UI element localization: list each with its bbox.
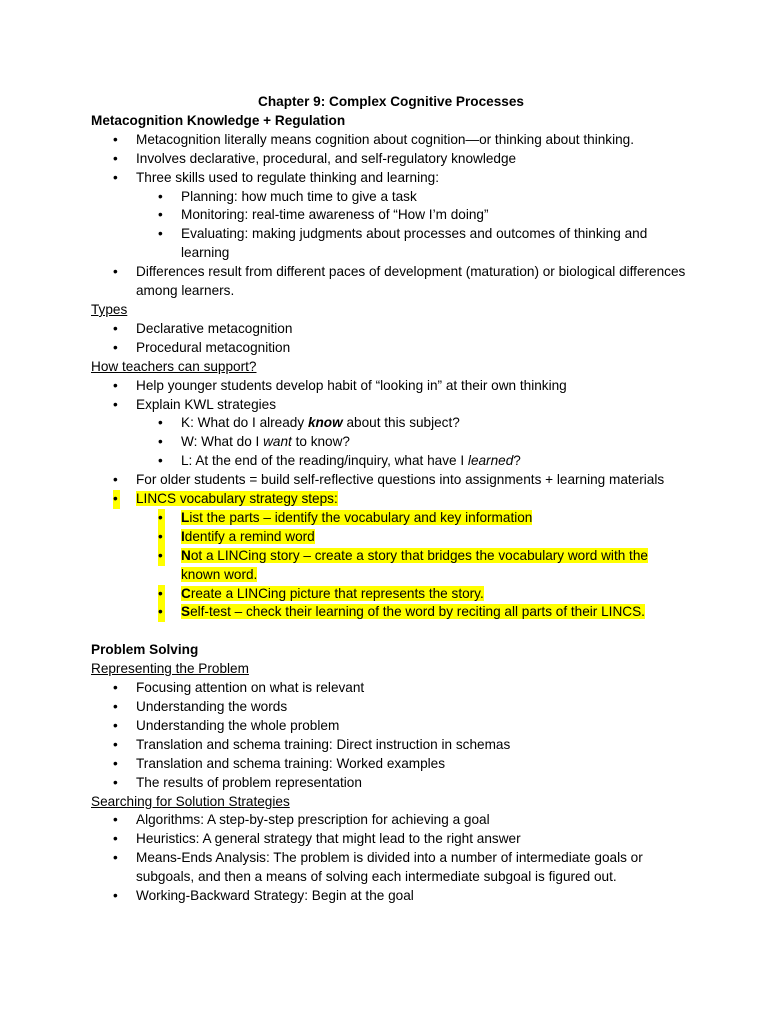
lincs-text-c: reate a LINCing picture that represents the story. bbox=[190, 585, 484, 601]
list-item-text: Algorithms: A step-by-step prescription for achieving a goal bbox=[136, 812, 490, 828]
list-item bbox=[91, 849, 691, 887]
section-heading-representing: Representing the Problem bbox=[91, 661, 249, 677]
sub-list-item-lincs-n bbox=[91, 547, 691, 585]
bullet-icon: • bbox=[113, 169, 118, 185]
bullet-icon: • bbox=[113, 736, 118, 752]
sub-list-item-lincs-l bbox=[91, 509, 691, 528]
kwl-l-prefix: L: At the end of the reading/inquiry, what have I bbox=[181, 453, 468, 469]
types-list bbox=[91, 320, 691, 358]
bullet-icon: • bbox=[158, 453, 163, 469]
sub-list-item bbox=[91, 206, 691, 225]
lincs-letter-i: I bbox=[181, 528, 185, 544]
support-list bbox=[91, 377, 691, 623]
list-item bbox=[91, 131, 691, 150]
sub-list-item-lincs-i bbox=[91, 528, 691, 547]
bullet-icon: • bbox=[113, 717, 118, 733]
bullet-icon: • bbox=[113, 888, 118, 904]
lincs-text-n: ot a LINCing story – create a story that bridges the vocabulary word with the known word. bbox=[181, 547, 648, 582]
bullet-icon: • bbox=[158, 415, 163, 431]
list-item-text: Planning: how much time to give a task bbox=[181, 188, 417, 204]
bullet-icon: • bbox=[113, 150, 118, 166]
lincs-letter-n: N bbox=[181, 547, 191, 563]
bullet-icon: • bbox=[113, 698, 118, 714]
bullet-icon: • bbox=[113, 339, 118, 355]
blank-line bbox=[91, 622, 691, 641]
sub-list-item-lincs-c bbox=[91, 585, 691, 604]
representing-list bbox=[91, 679, 691, 792]
list-item bbox=[91, 736, 691, 755]
sub-list-item-kwl-k bbox=[91, 414, 691, 433]
bullet-icon: • bbox=[113, 812, 118, 828]
bullet-icon: • bbox=[113, 396, 118, 412]
list-item bbox=[91, 339, 691, 358]
kwl-l-suffix: ? bbox=[513, 453, 521, 469]
list-item bbox=[91, 471, 691, 490]
document-title: Chapter 9: Complex Cognitive Processes bbox=[258, 94, 524, 109]
list-item bbox=[91, 263, 691, 301]
lincs-text-s: elf-test – check their learning of the word by reciting all parts of their LINCS. bbox=[190, 604, 645, 620]
searching-list bbox=[91, 811, 691, 906]
bullet-icon: • bbox=[113, 755, 118, 771]
list-item bbox=[91, 169, 691, 188]
bullet-icon: • bbox=[113, 680, 118, 696]
kwl-w-prefix: W: What do I bbox=[181, 434, 264, 450]
bullet-icon: • bbox=[158, 528, 165, 547]
kwl-k-emphasis: know bbox=[307, 415, 343, 431]
kwl-k-prefix: K: What do I already bbox=[181, 415, 308, 431]
list-item-text: Monitoring: real-time awareness of “How I’m doing” bbox=[181, 207, 489, 223]
list-item bbox=[91, 698, 691, 717]
document-body bbox=[91, 93, 691, 906]
bullet-icon: • bbox=[158, 434, 163, 450]
list-item bbox=[91, 377, 691, 396]
bullet-icon: • bbox=[113, 850, 118, 866]
list-item-text: Evaluating: making judgments about processes and outcomes of thinking and learning bbox=[181, 226, 648, 261]
sub-list-item bbox=[91, 225, 691, 263]
list-item-text: Understanding the whole problem bbox=[136, 717, 340, 733]
bullet-icon: • bbox=[158, 207, 163, 223]
sub-list-item-kwl-w bbox=[91, 433, 691, 452]
list-item-text: Three skills used to regulate thinking and learning: bbox=[136, 169, 440, 185]
bullet-icon: • bbox=[158, 603, 165, 622]
bullet-icon: • bbox=[158, 585, 165, 604]
highlighted-text: LINCS vocabulary strategy steps: bbox=[136, 491, 338, 507]
list-item bbox=[91, 755, 691, 774]
bullet-icon: • bbox=[113, 377, 118, 393]
bullet-icon: • bbox=[113, 320, 118, 336]
bullet-icon: • bbox=[158, 226, 163, 242]
list-item-text: Procedural metacognition bbox=[136, 339, 291, 355]
list-item-text: Heuristics: A general strategy that might lead to the right answer bbox=[136, 831, 521, 847]
bullet-icon: • bbox=[113, 774, 118, 790]
bullet-icon: • bbox=[113, 490, 120, 509]
list-item bbox=[91, 717, 691, 736]
list-item-text: Focusing attention on what is relevant bbox=[136, 680, 365, 696]
kwl-w-emphasis: want bbox=[263, 434, 292, 450]
lincs-letter-l: L bbox=[181, 509, 190, 525]
lincs-text-i: dentify a remind word bbox=[184, 528, 315, 544]
list-item-text: Declarative metacognition bbox=[136, 320, 293, 336]
bullet-icon: • bbox=[158, 547, 165, 566]
list-item bbox=[91, 320, 691, 339]
sub-list-item bbox=[91, 188, 691, 207]
list-item bbox=[91, 150, 691, 169]
section-heading-searching: Searching for Solution Strategies bbox=[91, 793, 290, 809]
list-item bbox=[91, 830, 691, 849]
list-item-text: Translation and schema training: Worked examples bbox=[136, 755, 446, 771]
kwl-w-suffix: to know? bbox=[291, 434, 350, 450]
list-item-text: Understanding the words bbox=[136, 698, 288, 714]
list-item bbox=[91, 396, 691, 415]
section-heading-support: How teachers can support? bbox=[91, 358, 257, 374]
list-item-text: Explain KWL strategies bbox=[136, 396, 277, 412]
bullet-icon: • bbox=[113, 264, 118, 280]
list-item-lincs-highlighted bbox=[91, 490, 691, 509]
sub-list-item-kwl-l bbox=[91, 452, 691, 471]
list-item-text: Means-Ends Analysis: The problem is divided into a number of intermediate goals or subgoals, and then a means of solving each intermediate subgoal is figured out. bbox=[136, 850, 643, 885]
list-item-text: Translation and schema training: Direct instruction in schemas bbox=[136, 736, 511, 752]
kwl-l-emphasis: learned bbox=[467, 453, 514, 469]
lincs-text-l: ist the parts – identify the vocabulary and key information bbox=[189, 509, 533, 525]
bullet-icon: • bbox=[158, 188, 163, 204]
metacognition-list bbox=[91, 131, 691, 301]
lincs-letter-c: C bbox=[181, 585, 191, 601]
list-item bbox=[91, 887, 691, 906]
list-item-text: Involves declarative, procedural, and self-regulatory knowledge bbox=[136, 150, 517, 166]
list-item bbox=[91, 811, 691, 830]
section-heading-types: Types bbox=[91, 301, 128, 317]
list-item-text: Help younger students develop habit of “looking in” at their own thinking bbox=[136, 377, 567, 393]
sub-list-item-lincs-s bbox=[91, 603, 691, 622]
list-item-text: For older students = build self-reflective questions into assignments + learning materials bbox=[136, 472, 665, 488]
bullet-icon: • bbox=[158, 509, 165, 528]
bullet-icon: • bbox=[113, 831, 118, 847]
list-item-text: Differences result from different paces of development (maturation) or biological differences among learners. bbox=[136, 264, 686, 299]
list-item bbox=[91, 679, 691, 698]
list-item-text: Working-Backward Strategy: Begin at the goal bbox=[136, 888, 414, 904]
list-item bbox=[91, 774, 691, 793]
lincs-letter-s: S bbox=[181, 604, 191, 620]
bullet-icon: • bbox=[113, 131, 118, 147]
section-heading-problem-solving: Problem Solving bbox=[91, 642, 199, 658]
list-item-text: Metacognition literally means cognition about cognition—or thinking about thinking. bbox=[136, 131, 634, 147]
list-item-text: The results of problem representation bbox=[136, 774, 362, 790]
kwl-k-suffix: about this subject? bbox=[342, 415, 460, 431]
bullet-icon: • bbox=[113, 472, 118, 488]
section-heading-metacognition: Metacognition Knowledge + Regulation bbox=[91, 112, 346, 128]
